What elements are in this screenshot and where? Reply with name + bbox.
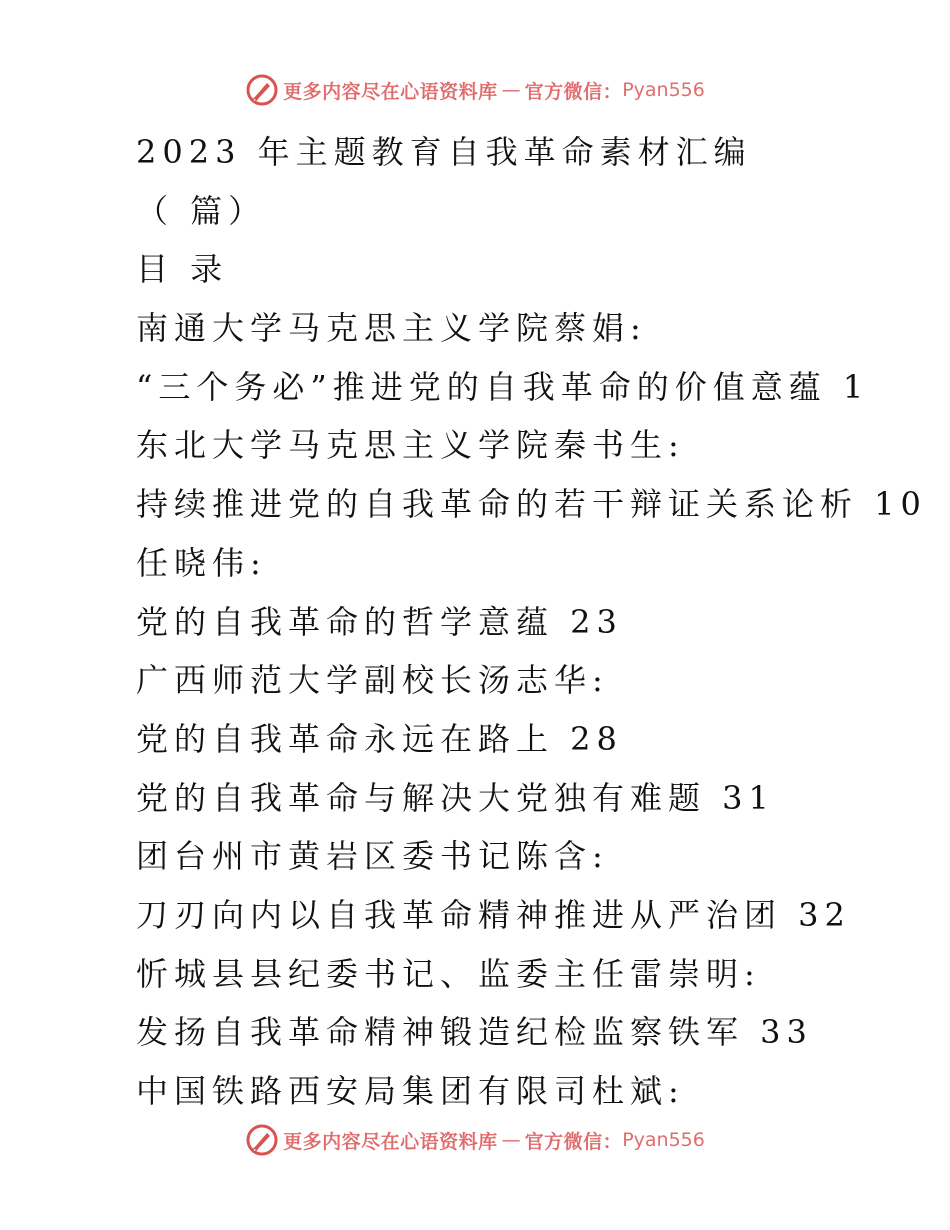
watermark-label: 官方微信： <box>524 1130 623 1153</box>
toc-line: 党的自我革命的哲学意蕴 23 <box>136 602 623 641</box>
toc-line: 党的自我革命与解决大党独有难题 31 <box>136 778 775 817</box>
toc-line: 广西师范大学副校长汤志华: <box>136 661 609 700</box>
toc-line: 发扬自我革命精神锻造纪检监察铁军 33 <box>136 1013 813 1052</box>
watermark-id: Pyan556 <box>622 1129 705 1151</box>
toc-line: 持续推进党的自我革命的若干辩证关系论析 10 <box>136 485 927 524</box>
toc-line: 忻城县县纪委书记、监委主任雷崇明: <box>136 954 761 993</box>
toc-line: 中国铁路西安局集团有限司杜斌: <box>136 1072 685 1110</box>
pen-logo-icon <box>245 73 279 107</box>
pen-logo-icon <box>245 1123 279 1157</box>
watermark-text: 更多内容尽在心语资料库 <box>283 1130 498 1153</box>
toc-line: 东北大学马克思主义学院秦书生: <box>136 426 685 465</box>
toc-line: 南通大学马克思主义学院蔡娟: <box>136 309 647 348</box>
watermark-id: Pyan556 <box>622 79 705 101</box>
toc-line: 任晓伟: <box>136 543 267 582</box>
document-body <box>136 123 926 1121</box>
toc-line: 刀刃向内以自我革命精神推进从严治团 32 <box>136 895 851 934</box>
toc-line: “三个务必”推进党的自我革命的价值意蕴 1 <box>136 367 870 406</box>
header-watermark <box>0 70 950 110</box>
watermark-text: 更多内容尽在心语资料库 <box>283 80 498 103</box>
toc-line: 团台州市黄岩区委书记陈含: <box>136 837 609 876</box>
document-title: 2023 年主题教育自我革命素材汇编 <box>136 133 752 171</box>
toc-heading: 目 录 <box>136 250 229 289</box>
watermark-label: 官方微信： <box>524 80 623 103</box>
watermark-separator: — <box>501 1129 521 1151</box>
toc-line: 党的自我革命永远在路上 28 <box>136 719 623 758</box>
document-subtitle: （ 篇） <box>136 191 267 230</box>
footer-watermark <box>0 1120 950 1160</box>
watermark-separator: — <box>501 79 521 101</box>
